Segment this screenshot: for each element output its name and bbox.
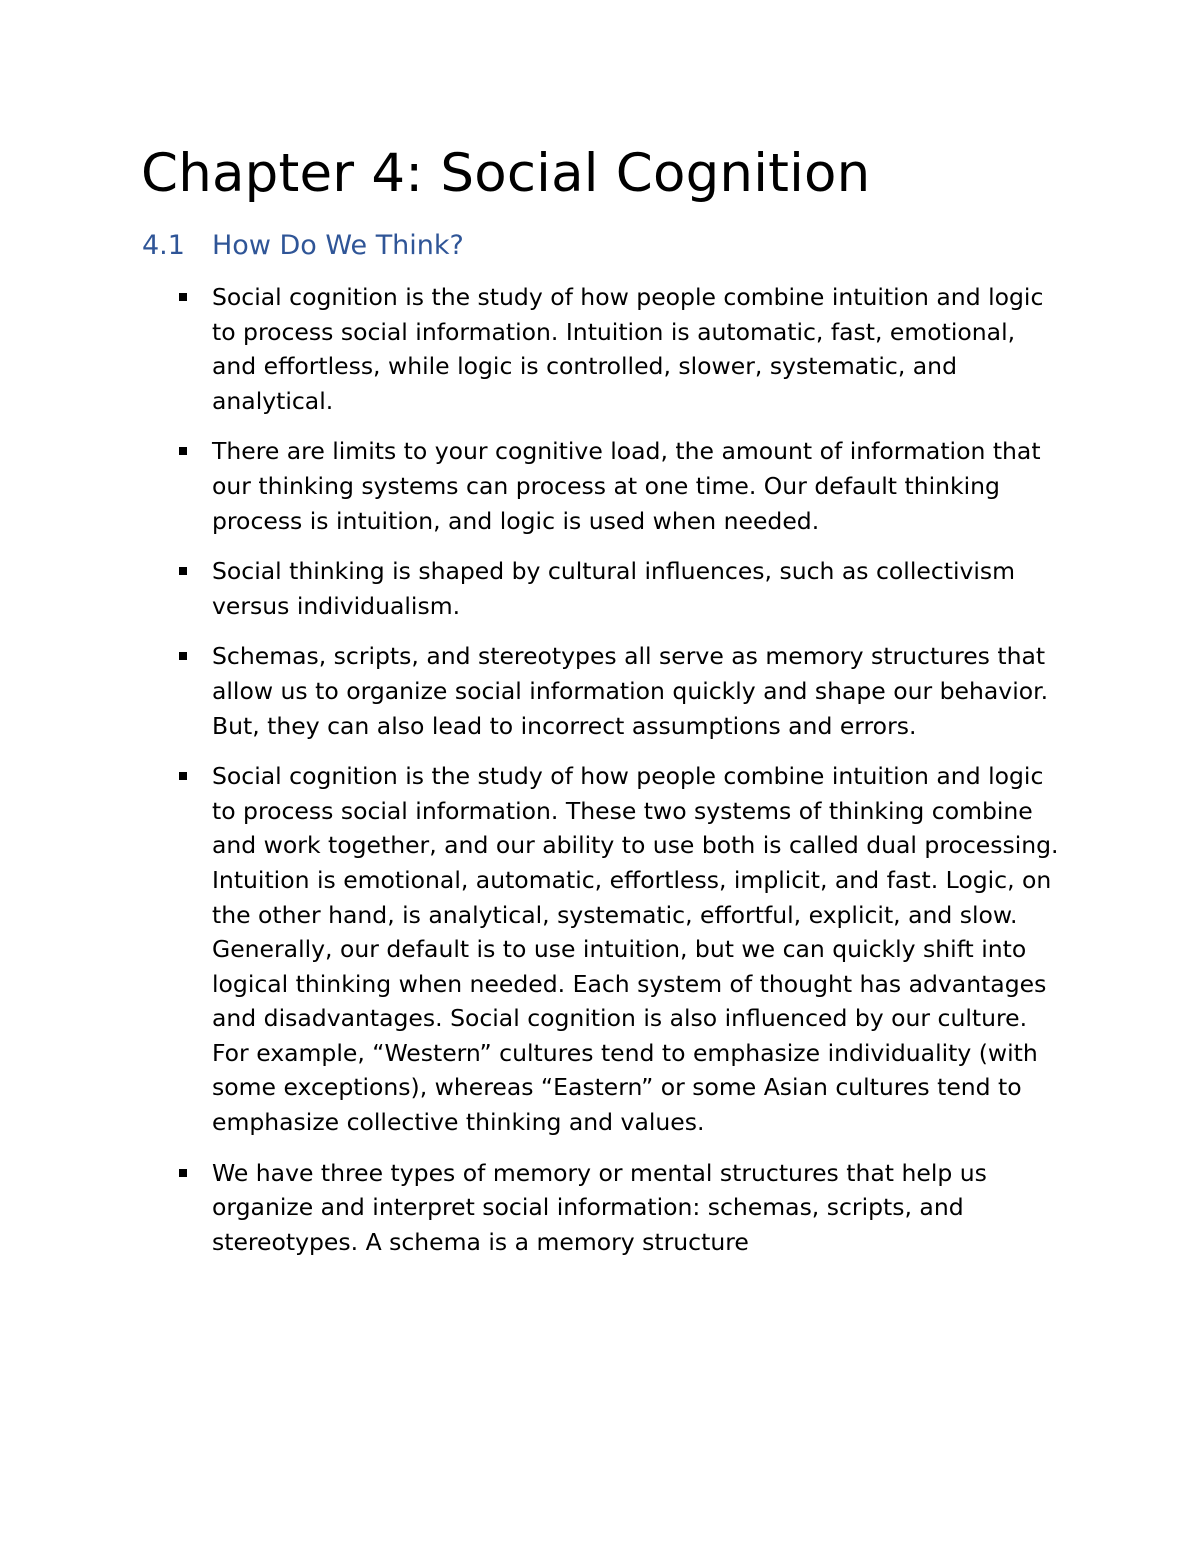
bullet-text: Schemas, scripts, and stereotypes all serve as memory structures that allow us to organize social information quickly and shape our behavior. But, they can also lead to incorrect assumptions and errors. xyxy=(212,642,1049,740)
bullet-item xyxy=(0,280,1062,418)
square-bullet-icon xyxy=(179,652,187,660)
square-bullet-icon xyxy=(179,567,187,575)
bullet-item xyxy=(0,759,1062,1140)
section-title: How Do We Think? xyxy=(212,230,464,261)
bullet-item xyxy=(0,434,1062,538)
square-bullet-icon xyxy=(179,1169,187,1177)
square-bullet-icon xyxy=(179,293,187,301)
section-number: 4.1 xyxy=(142,230,185,261)
bullet-list xyxy=(0,280,1062,1275)
section-heading xyxy=(142,228,464,264)
bullet-text: Social thinking is shaped by cultural influences, such as collectivism versus individualism. xyxy=(212,557,1016,620)
square-bullet-icon xyxy=(179,772,187,780)
bullet-text: There are limits to your cognitive load, the amount of information that our thinking systems can process at one time. Our default thinking process is intuition, and logic is used when needed. xyxy=(212,437,1041,535)
square-bullet-icon xyxy=(179,447,187,455)
chapter-title: Chapter 4: Social Cognition xyxy=(141,143,871,204)
bullet-text: Social cognition is the study of how people combine intuition and logic to process social information. These two systems of thinking combine and work together, and our ability to use both is called dual processing. Intuition is emotional, automatic, effortless, implicit, and fast. Logic, on the other hand, is analytical, systematic, effortful, explicit, and slow. Generally, our default is to use intuition, but we can quickly shift into logical thinking when needed. Each system of thought has advantages and disadvantages. Social cognition is also influenced by our culture. For example, “Western” cultures tend to emphasize individuality (with some exceptions), whereas “Eastern” or some Asian cultures tend to emphasize collective thinking and values. xyxy=(212,762,1059,1137)
bullet-item xyxy=(0,554,1062,623)
bullet-item xyxy=(0,639,1062,743)
bullet-item xyxy=(0,1156,1062,1260)
bullet-text: We have three types of memory or mental structures that help us organize and interpret social information: schemas, scripts, and stereotypes. A schema is a memory structure xyxy=(212,1158,987,1256)
bullet-text: Social cognition is the study of how people combine intuition and logic to process social information. Intuition is automatic, fast, emotional, and effortless, while logic is controlled, slower, systematic, and analytical. xyxy=(212,283,1044,415)
